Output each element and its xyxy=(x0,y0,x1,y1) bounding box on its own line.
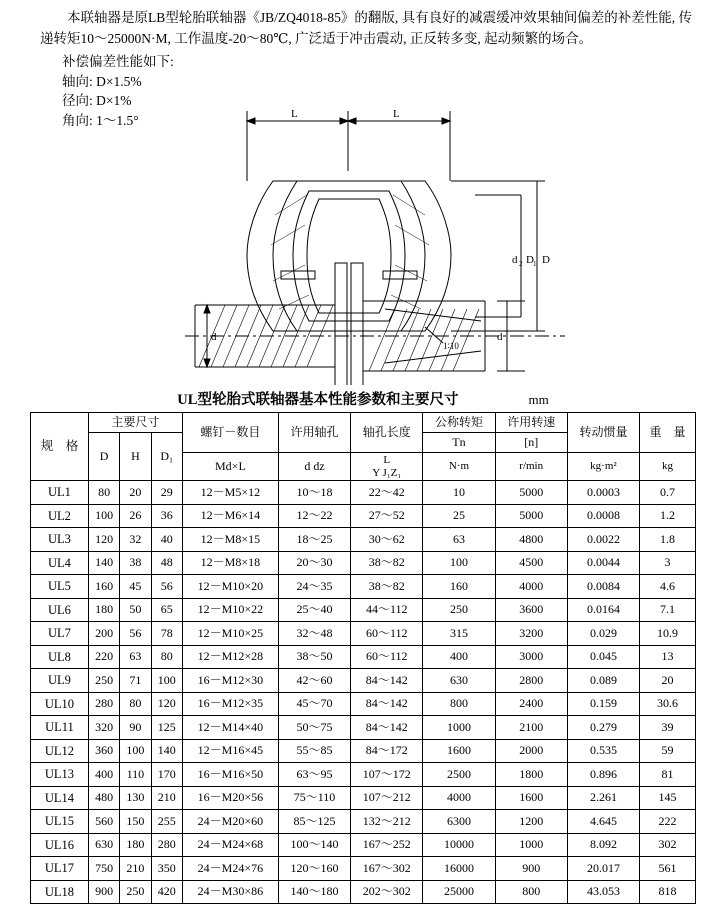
table-caption-text: UL型轮胎式联轴器基本性能参数和主要尺寸 xyxy=(177,392,459,408)
cell-screw: 16－M12×35 xyxy=(182,692,278,716)
cell-bore: 20～30 xyxy=(278,551,350,575)
cell-D: 80 xyxy=(88,481,119,505)
svg-text:D: D xyxy=(526,254,534,266)
svg-text:d: d xyxy=(512,254,518,266)
cell-weight: 1.2 xyxy=(640,504,696,528)
cell-H: 130 xyxy=(120,786,151,810)
compensation-line-axial: 轴向: D×1.5% xyxy=(62,73,142,89)
cell-n: 4800 xyxy=(495,528,567,552)
svg-text:d: d xyxy=(211,331,217,343)
table-row xyxy=(31,692,696,716)
table-row xyxy=(31,763,696,787)
cell-weight: 10.9 xyxy=(640,622,696,646)
cell-inertia: 0.029 xyxy=(567,622,639,646)
cell-H: 110 xyxy=(120,763,151,787)
cell-D: 220 xyxy=(88,645,119,669)
cell-len: 167～302 xyxy=(351,857,423,881)
cell-weight: 222 xyxy=(640,810,696,834)
header-speed: 许用转速 xyxy=(495,413,567,433)
cell-D: 630 xyxy=(88,833,119,857)
table-row xyxy=(31,810,696,834)
header-Tn: Tn xyxy=(423,433,495,453)
cell-spec: UL8 xyxy=(31,645,89,669)
cell-bore: 63～95 xyxy=(278,763,350,787)
cell-bore: 50～75 xyxy=(278,716,350,740)
header-weight-unit: kg xyxy=(640,453,696,481)
cell-D1: 350 xyxy=(151,857,182,881)
cell-D1: 140 xyxy=(151,739,182,763)
cell-Tn: 400 xyxy=(423,645,495,669)
cell-D: 120 xyxy=(88,528,119,552)
header-screws: 螺钉－数目 xyxy=(182,413,278,453)
cell-bore: 25～40 xyxy=(278,598,350,622)
cell-n: 3600 xyxy=(495,598,567,622)
cell-inertia: 0.159 xyxy=(567,692,639,716)
cell-H: 71 xyxy=(120,669,151,693)
cell-H: 80 xyxy=(120,692,151,716)
svg-text:L: L xyxy=(393,108,400,120)
table-row xyxy=(31,528,696,552)
cell-Tn: 2500 xyxy=(423,763,495,787)
cell-Tn: 10 xyxy=(423,481,495,505)
cell-screw: 12－M5×12 xyxy=(182,481,278,505)
cell-spec: UL17 xyxy=(31,857,89,881)
cell-len: 202～302 xyxy=(351,880,423,904)
cell-H: 90 xyxy=(120,716,151,740)
cell-len: 107～172 xyxy=(351,763,423,787)
cell-screw: 12－M10×25 xyxy=(182,622,278,646)
cell-D: 160 xyxy=(88,575,119,599)
svg-text:2: 2 xyxy=(519,260,523,268)
cell-screw: 12－M8×15 xyxy=(182,528,278,552)
cell-weight: 3 xyxy=(640,551,696,575)
table-unit: mm xyxy=(528,392,549,407)
cell-bore: 12～22 xyxy=(278,504,350,528)
cell-n: 5000 xyxy=(495,504,567,528)
table-row xyxy=(31,669,696,693)
cell-n: 2100 xyxy=(495,716,567,740)
table-row xyxy=(31,622,696,646)
cell-spec: UL9 xyxy=(31,669,89,693)
cell-D: 400 xyxy=(88,763,119,787)
cell-n: 4000 xyxy=(495,575,567,599)
table-body xyxy=(31,481,696,904)
cell-Tn: 315 xyxy=(423,622,495,646)
cell-D: 750 xyxy=(88,857,119,881)
cell-D1: 29 xyxy=(151,481,182,505)
cell-screw: 12－M10×20 xyxy=(182,575,278,599)
cell-D1: 56 xyxy=(151,575,182,599)
cell-H: 100 xyxy=(120,739,151,763)
cell-weight: 1.8 xyxy=(640,528,696,552)
table-row xyxy=(31,880,696,904)
table-caption xyxy=(0,388,726,409)
cell-inertia: 0.279 xyxy=(567,716,639,740)
svg-text:d: d xyxy=(497,331,503,343)
cell-n: 2000 xyxy=(495,739,567,763)
header-n: [n] xyxy=(495,433,567,453)
cell-D: 320 xyxy=(88,716,119,740)
cell-H: 150 xyxy=(120,810,151,834)
cell-inertia: 0.0044 xyxy=(567,551,639,575)
cell-len: 30～62 xyxy=(351,528,423,552)
cell-screw: 24－M20×60 xyxy=(182,810,278,834)
cell-spec: UL6 xyxy=(31,598,89,622)
cell-D1: 100 xyxy=(151,669,182,693)
cell-screw: 12－M14×40 xyxy=(182,716,278,740)
cell-bore: 75～110 xyxy=(278,786,350,810)
header-spec: 规 格 xyxy=(31,413,89,481)
svg-text:D: D xyxy=(542,254,550,266)
table-row xyxy=(31,833,696,857)
cell-screw: 12－M10×22 xyxy=(182,598,278,622)
cell-len: 84～142 xyxy=(351,692,423,716)
cell-spec: UL10 xyxy=(31,692,89,716)
cell-weight: 59 xyxy=(640,739,696,763)
cell-weight: 7.1 xyxy=(640,598,696,622)
cell-spec: UL7 xyxy=(31,622,89,646)
cell-n: 5000 xyxy=(495,481,567,505)
cell-n: 1600 xyxy=(495,786,567,810)
header-D1: D₁ xyxy=(151,433,182,481)
cell-weight: 561 xyxy=(640,857,696,881)
cell-D1: 78 xyxy=(151,622,182,646)
header-inertia: 转动惯量 xyxy=(567,413,639,453)
table-row xyxy=(31,739,696,763)
cell-bore: 10～18 xyxy=(278,481,350,505)
cell-bore: 55～85 xyxy=(278,739,350,763)
cell-inertia: 8.092 xyxy=(567,833,639,857)
cell-screw: 16－M16×50 xyxy=(182,763,278,787)
cell-Tn: 10000 xyxy=(423,833,495,857)
header-len-L: L xyxy=(383,454,391,466)
cell-n: 4500 xyxy=(495,551,567,575)
cell-len: 84～172 xyxy=(351,739,423,763)
table-row xyxy=(31,481,696,505)
cell-bore: 120～160 xyxy=(278,857,350,881)
cell-weight: 13 xyxy=(640,645,696,669)
compensation-block xyxy=(62,52,174,130)
cell-D1: 65 xyxy=(151,598,182,622)
cell-D1: 280 xyxy=(151,833,182,857)
cell-bore: 38～50 xyxy=(278,645,350,669)
cell-spec: UL18 xyxy=(31,880,89,904)
cell-H: 38 xyxy=(120,551,151,575)
cell-n: 3200 xyxy=(495,622,567,646)
header-torque-unit: N·m xyxy=(423,453,495,481)
cell-Tn: 63 xyxy=(423,528,495,552)
table-row xyxy=(31,786,696,810)
table-head-row-1 xyxy=(31,413,696,433)
cell-D: 100 xyxy=(88,504,119,528)
cell-H: 56 xyxy=(120,622,151,646)
cell-len: 60～112 xyxy=(351,622,423,646)
cell-spec: UL16 xyxy=(31,833,89,857)
cell-inertia: 0.0084 xyxy=(567,575,639,599)
header-torque: 公称转矩 xyxy=(423,413,495,433)
cell-bore: 24～35 xyxy=(278,575,350,599)
cell-D1: 255 xyxy=(151,810,182,834)
cell-Tn: 25000 xyxy=(423,880,495,904)
cell-inertia: 0.089 xyxy=(567,669,639,693)
compensation-line-radial: 径向: D×1% xyxy=(62,93,132,109)
table-head xyxy=(31,413,696,481)
cell-Tn: 6300 xyxy=(423,810,495,834)
cell-inertia: 20.017 xyxy=(567,857,639,881)
cell-H: 210 xyxy=(120,857,151,881)
cell-D1: 40 xyxy=(151,528,182,552)
table-row xyxy=(31,598,696,622)
header-H: H xyxy=(120,433,151,481)
cell-H: 45 xyxy=(120,575,151,599)
spec-table xyxy=(30,412,696,904)
cell-bore: 100～140 xyxy=(278,833,350,857)
cell-n: 2800 xyxy=(495,669,567,693)
cell-bore: 32～48 xyxy=(278,622,350,646)
cell-len: 107～212 xyxy=(351,786,423,810)
cell-n: 1800 xyxy=(495,763,567,787)
cell-H: 20 xyxy=(120,481,151,505)
cell-Tn: 25 xyxy=(423,504,495,528)
cell-spec: UL5 xyxy=(31,575,89,599)
cell-weight: 302 xyxy=(640,833,696,857)
cell-H: 250 xyxy=(120,880,151,904)
cell-Tn: 1000 xyxy=(423,716,495,740)
cell-D1: 36 xyxy=(151,504,182,528)
cell-Tn: 100 xyxy=(423,551,495,575)
header-bore-length: 轴孔长度 xyxy=(351,413,423,453)
svg-text:L: L xyxy=(291,108,298,120)
cell-D: 360 xyxy=(88,739,119,763)
cell-bore: 85～125 xyxy=(278,810,350,834)
cell-Tn: 1600 xyxy=(423,739,495,763)
cell-inertia: 43.053 xyxy=(567,880,639,904)
cell-Tn: 160 xyxy=(423,575,495,599)
cell-screw: 16－M20×56 xyxy=(182,786,278,810)
cell-D1: 48 xyxy=(151,551,182,575)
cell-inertia: 0.0003 xyxy=(567,481,639,505)
svg-text:1∶10: 1∶10 xyxy=(443,341,459,351)
cell-H: 63 xyxy=(120,645,151,669)
cell-inertia: 4.645 xyxy=(567,810,639,834)
cell-screw: 12－M12×28 xyxy=(182,645,278,669)
cell-spec: UL4 xyxy=(31,551,89,575)
table-row xyxy=(31,857,696,881)
cell-weight: 4.6 xyxy=(640,575,696,599)
cell-D1: 120 xyxy=(151,692,182,716)
cell-bore: 18～25 xyxy=(278,528,350,552)
cell-D: 560 xyxy=(88,810,119,834)
intro-paragraph xyxy=(40,8,692,50)
header-bore-sub: d dz xyxy=(278,453,350,481)
cell-weight: 20 xyxy=(640,669,696,693)
cell-screw: 12－M16×45 xyxy=(182,739,278,763)
cell-screw: 12－M8×18 xyxy=(182,551,278,575)
table-row xyxy=(31,504,696,528)
cell-Tn: 630 xyxy=(423,669,495,693)
cell-D1: 80 xyxy=(151,645,182,669)
cell-n: 1200 xyxy=(495,810,567,834)
cell-n: 3000 xyxy=(495,645,567,669)
cell-screw: 24－M30×86 xyxy=(182,880,278,904)
cell-spec: UL14 xyxy=(31,786,89,810)
cell-spec: UL2 xyxy=(31,504,89,528)
cell-weight: 30.6 xyxy=(640,692,696,716)
cell-H: 26 xyxy=(120,504,151,528)
cell-n: 1000 xyxy=(495,833,567,857)
cell-weight: 145 xyxy=(640,786,696,810)
cell-Tn: 16000 xyxy=(423,857,495,881)
cell-screw: 12－M6×14 xyxy=(182,504,278,528)
cell-inertia: 0.0164 xyxy=(567,598,639,622)
cell-n: 900 xyxy=(495,857,567,881)
cell-weight: 0.7 xyxy=(640,481,696,505)
cell-screw: 16－M12×30 xyxy=(182,669,278,693)
cell-len: 27～52 xyxy=(351,504,423,528)
header-len-YJZ: Y J₁Z₁ xyxy=(372,466,402,479)
header-screw-sub: Md×L xyxy=(182,453,278,481)
cell-spec: UL15 xyxy=(31,810,89,834)
cell-len: 84～142 xyxy=(351,716,423,740)
header-weight: 重 量 xyxy=(640,413,696,453)
header-len-sub xyxy=(351,453,423,481)
cell-Tn: 250 xyxy=(423,598,495,622)
cell-D: 140 xyxy=(88,551,119,575)
cell-H: 180 xyxy=(120,833,151,857)
compensation-line-angular: 角向: 1～1.5° xyxy=(62,112,139,128)
cell-H: 50 xyxy=(120,598,151,622)
cell-inertia: 0.0008 xyxy=(567,504,639,528)
cell-spec: UL1 xyxy=(31,481,89,505)
cell-inertia: 0.0022 xyxy=(567,528,639,552)
table-row xyxy=(31,716,696,740)
header-main-dims: 主要尺寸 xyxy=(88,413,182,433)
cell-n: 800 xyxy=(495,880,567,904)
cell-H: 32 xyxy=(120,528,151,552)
cell-Tn: 4000 xyxy=(423,786,495,810)
header-bore: 许用轴孔 xyxy=(278,413,350,453)
table-row xyxy=(31,645,696,669)
cell-spec: UL13 xyxy=(31,763,89,787)
cell-spec: UL3 xyxy=(31,528,89,552)
cell-D1: 210 xyxy=(151,786,182,810)
cell-weight: 39 xyxy=(640,716,696,740)
compensation-title: 补偿偏差性能如下: xyxy=(62,54,174,69)
cell-n: 2400 xyxy=(495,692,567,716)
cell-screw: 24－M24×76 xyxy=(182,857,278,881)
header-D: D xyxy=(88,433,119,481)
table-row xyxy=(31,551,696,575)
cell-inertia: 0.045 xyxy=(567,645,639,669)
cell-inertia: 0.896 xyxy=(567,763,639,787)
cell-D: 280 xyxy=(88,692,119,716)
cell-len: 44～112 xyxy=(351,598,423,622)
cell-D1: 170 xyxy=(151,763,182,787)
cell-D: 480 xyxy=(88,786,119,810)
cell-D1: 420 xyxy=(151,880,182,904)
coupling-technical-drawing xyxy=(185,95,565,385)
cell-len: 38～82 xyxy=(351,551,423,575)
cell-bore: 140～180 xyxy=(278,880,350,904)
cell-bore: 45～70 xyxy=(278,692,350,716)
cell-D: 900 xyxy=(88,880,119,904)
cell-inertia: 2.261 xyxy=(567,786,639,810)
cell-D: 200 xyxy=(88,622,119,646)
cell-screw: 24－M24×68 xyxy=(182,833,278,857)
cell-len: 84～142 xyxy=(351,669,423,693)
cell-Tn: 800 xyxy=(423,692,495,716)
cell-weight: 818 xyxy=(640,880,696,904)
header-inertia-unit: kg·m² xyxy=(567,453,639,481)
cell-spec: UL11 xyxy=(31,716,89,740)
cell-len: 38～82 xyxy=(351,575,423,599)
cell-D1: 125 xyxy=(151,716,182,740)
table-row xyxy=(31,575,696,599)
cell-len: 60～112 xyxy=(351,645,423,669)
intro-text: 本联轴器是原LB型轮胎联轴器《JB/ZQ4018-85》的翻版, 具有良好的减震缓冲效果轴间偏差的补差性能, 传递转矩10～25000N·M, 工作温度-20～80℃, 广泛适于冲击震动, 正反转多变, 起动频繁的场合。 xyxy=(40,10,692,46)
cell-len: 167～252 xyxy=(351,833,423,857)
cell-D: 180 xyxy=(88,598,119,622)
cell-bore: 42～60 xyxy=(278,669,350,693)
cell-len: 132～212 xyxy=(351,810,423,834)
svg-text:1: 1 xyxy=(533,260,537,268)
cell-spec: UL12 xyxy=(31,739,89,763)
cell-inertia: 0.535 xyxy=(567,739,639,763)
header-speed-unit: r/min xyxy=(495,453,567,481)
cell-D: 250 xyxy=(88,669,119,693)
cell-weight: 81 xyxy=(640,763,696,787)
cell-len: 22～42 xyxy=(351,481,423,505)
